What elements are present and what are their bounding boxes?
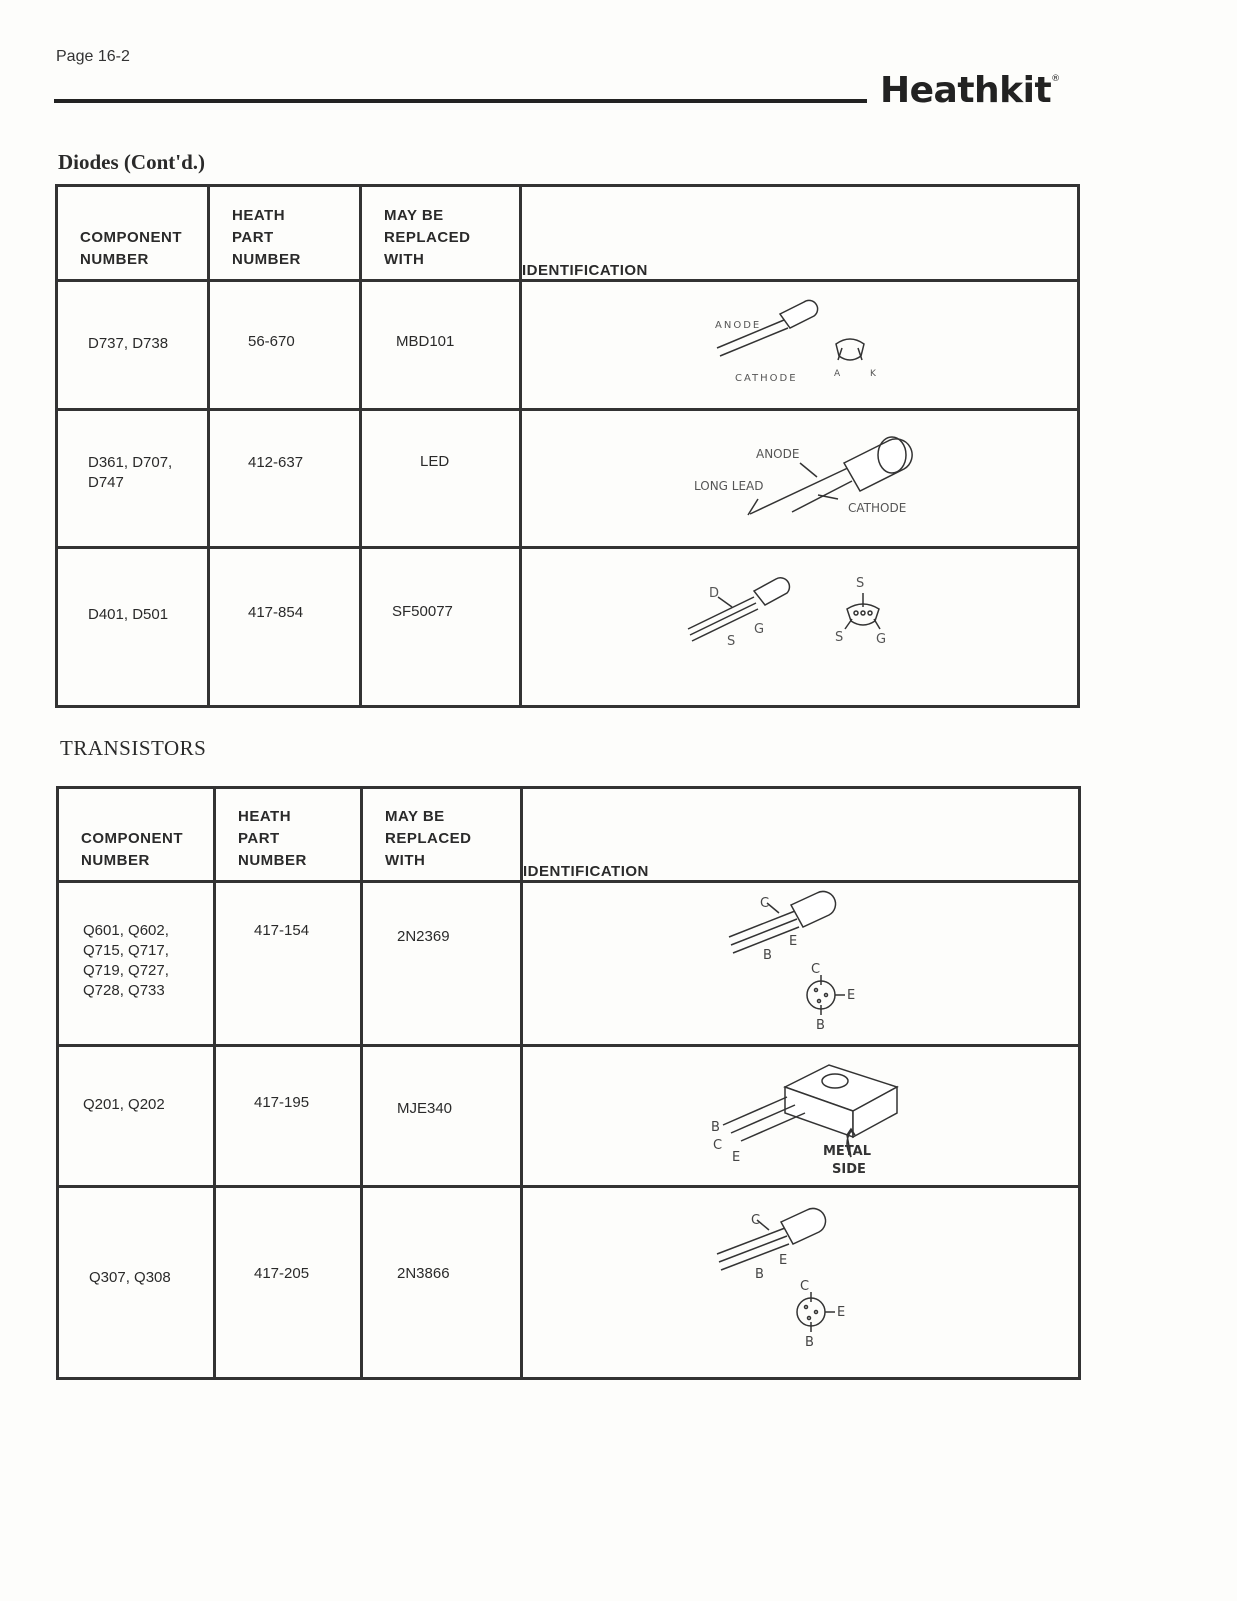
label-metal: METAL	[823, 1144, 872, 1159]
diodes-table	[55, 184, 1080, 708]
component-line: Q719, Q727,	[83, 962, 169, 979]
transistors-header-row	[58, 788, 1080, 882]
replacement-value: 2N2369	[397, 928, 450, 945]
header-heath-part-number	[209, 186, 361, 281]
header-line: NUMBER	[81, 852, 150, 869]
label-b: B	[763, 948, 772, 963]
identification-cell	[521, 548, 1079, 707]
part-value: 417-154	[254, 922, 310, 939]
table-row	[58, 1046, 1080, 1187]
header-line: PART	[232, 229, 274, 246]
component-line: Q601, Q602,	[83, 922, 169, 939]
header-line: REPLACED	[384, 229, 471, 246]
to18-transistor-diagram	[523, 883, 1078, 1040]
header-line: PART	[238, 830, 280, 847]
table-row	[57, 410, 1079, 548]
replacement-value: 2N3866	[397, 1265, 450, 1282]
label-cathode: CATHODE	[735, 373, 798, 384]
header-may-be-replaced-with	[361, 186, 521, 281]
component-number	[58, 1046, 215, 1187]
label-s-top: S	[856, 576, 865, 591]
header-component-number	[58, 788, 215, 882]
label-e: E	[779, 1253, 788, 1268]
label-anode: ANODE	[715, 320, 762, 331]
fet-diagram	[522, 549, 1077, 701]
header-identification: IDENTIFICATION	[522, 788, 1080, 882]
component-number	[57, 281, 209, 410]
replacement-value: LED	[420, 453, 450, 470]
brand-name: Heathkit	[880, 70, 1052, 111]
diode-axial-pin-diagram	[522, 282, 1077, 404]
replacement-value: MBD101	[396, 333, 455, 350]
header-may-be-replaced-with	[362, 788, 522, 882]
label-e: E	[789, 934, 798, 949]
component-line: D737, D738	[88, 335, 169, 352]
component-line: Q728, Q733	[83, 982, 165, 999]
label-e-pinout: E	[837, 1305, 846, 1320]
header-line: WITH	[384, 251, 425, 268]
part-number	[209, 410, 361, 548]
header-identification: IDENTIFICATION	[521, 186, 1079, 281]
replacement	[362, 1046, 522, 1187]
page-number: Page 16-2	[56, 48, 130, 65]
label-d: D	[709, 586, 720, 601]
part-number	[209, 281, 361, 410]
brand-logo	[880, 70, 1060, 111]
part-value: 56-670	[248, 333, 295, 350]
label-g: G	[754, 622, 765, 637]
identification-cell	[522, 1046, 1080, 1187]
label-c: C	[713, 1138, 723, 1153]
part-number	[215, 1187, 362, 1379]
header-heath-part-number	[215, 788, 362, 882]
component-line: D361, D707,	[88, 454, 173, 471]
table-row	[57, 548, 1079, 707]
label-g-right: G	[876, 632, 887, 647]
to39-transistor-diagram	[523, 1188, 1078, 1373]
component-line: Q201, Q202	[83, 1096, 165, 1113]
label-e: E	[732, 1150, 741, 1165]
component-number	[57, 410, 209, 548]
component-line: D401, D501	[88, 606, 169, 623]
header-line: MAY BE	[384, 207, 444, 224]
header-line: COMPONENT	[81, 830, 183, 847]
transistors-section-title: TRANSISTORS	[60, 736, 207, 760]
header-line: HEATH	[232, 207, 286, 224]
header-rule	[54, 99, 867, 103]
label-b-pinout: B	[816, 1018, 825, 1033]
replacement-value: SF50077	[392, 603, 453, 620]
label-cathode: CATHODE	[848, 501, 907, 515]
header-component-number	[57, 186, 209, 281]
component-line: Q307, Q308	[89, 1269, 171, 1286]
header-line: REPLACED	[385, 830, 472, 847]
part-value: 417-854	[248, 604, 304, 621]
replacement-value: MJE340	[397, 1100, 453, 1117]
replacement	[362, 1187, 522, 1379]
transistors-table	[56, 786, 1081, 1380]
diodes-section-title: Diodes (Cont'd.)	[58, 150, 206, 174]
label-long-lead: LONG LEAD	[694, 479, 764, 493]
component-number	[58, 1187, 215, 1379]
part-value: 417-195	[254, 1094, 310, 1111]
identification-cell	[521, 410, 1079, 548]
table-row	[58, 882, 1080, 1046]
led-diagram	[522, 411, 1077, 542]
label-b-pinout: B	[805, 1335, 814, 1350]
diodes-header-row	[57, 186, 1079, 281]
header-line: NUMBER	[80, 251, 149, 268]
part-number	[209, 548, 361, 707]
header-line: WITH	[385, 852, 426, 869]
registered-mark: ®	[1051, 74, 1060, 84]
replacement	[361, 281, 521, 410]
label-k: K	[870, 369, 876, 379]
replacement	[361, 548, 521, 707]
label-b: B	[711, 1120, 720, 1135]
part-number	[215, 1046, 362, 1187]
component-line: D747	[88, 474, 124, 491]
label-c: C	[760, 896, 770, 911]
table-row	[58, 1187, 1080, 1379]
label-b: B	[755, 1267, 764, 1282]
to126-transistor-diagram	[523, 1047, 1078, 1181]
label-c-pinout: C	[800, 1279, 810, 1294]
component-number	[57, 548, 209, 707]
component-number	[58, 882, 215, 1046]
label-s-left: S	[835, 630, 844, 645]
label-a: A	[834, 369, 841, 379]
identification-cell	[521, 281, 1079, 410]
identification-cell	[522, 882, 1080, 1046]
label-anode: ANODE	[756, 447, 800, 461]
replacement	[362, 882, 522, 1046]
label-s: S	[727, 634, 736, 649]
component-line: Q715, Q717,	[83, 942, 169, 959]
part-number	[215, 882, 362, 1046]
label-side: SIDE	[832, 1162, 866, 1177]
header-line: MAY BE	[385, 808, 445, 825]
part-value: 412-637	[248, 454, 304, 471]
replacement	[361, 410, 521, 548]
label-c: C	[751, 1213, 761, 1228]
header-line: COMPONENT	[80, 229, 182, 246]
header-line: NUMBER	[232, 251, 301, 268]
part-value: 417-205	[254, 1265, 310, 1282]
table-row	[57, 281, 1079, 410]
header-line: NUMBER	[238, 852, 307, 869]
label-c-pinout: C	[811, 962, 821, 977]
header-line: HEATH	[238, 808, 292, 825]
label-e-pinout: E	[847, 988, 856, 1003]
identification-cell	[522, 1187, 1080, 1379]
